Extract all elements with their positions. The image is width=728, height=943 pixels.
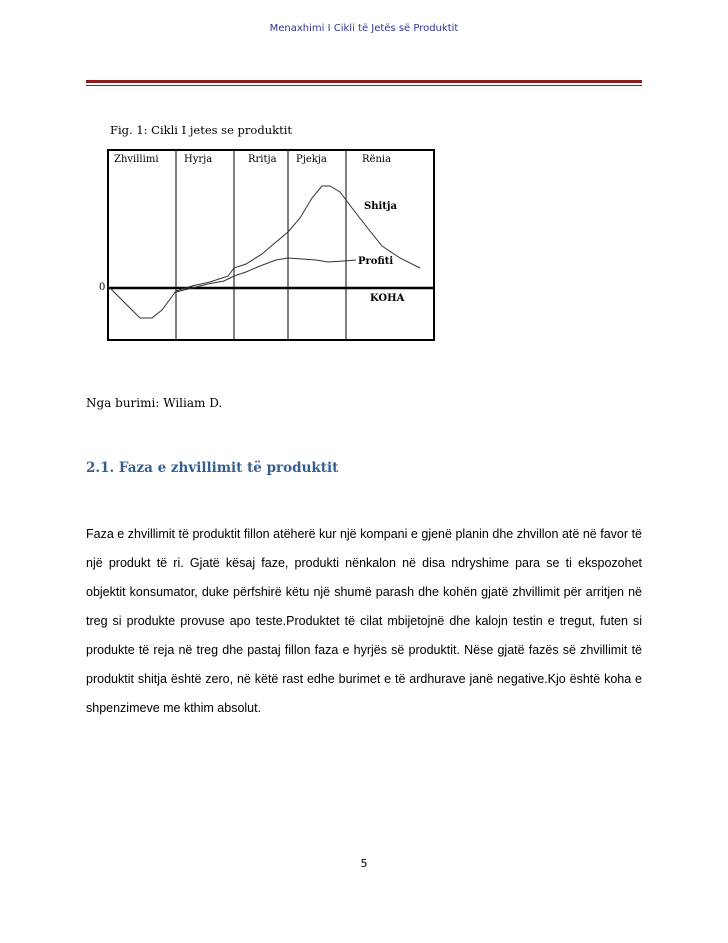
header-rule — [86, 80, 642, 83]
page-header-title: Menaxhimi I Cikli të Jetës së Produktit — [269, 23, 459, 34]
phase-label-renia: Rënia — [362, 154, 392, 165]
page-number: 5 — [360, 857, 368, 870]
product-life-cycle-figure — [100, 118, 440, 343]
figure-source: Nga burimi: Wiliam D. — [86, 396, 223, 410]
paragraph: Faza e zhvillimit të produktit fillon atëherë kur një kompani e gjenë planin dhe zhvillon atë në favor të një produkt të ri. Gjatë kësaj faze, produkti nënkalon në disa ndryshime para se ti ekspozohet objektit konsumator, duke përfshirë këtu një shumë parash dhe kohën gjatë zhvillimit për arritjen në treg si produkte provuse apo teste.Produktet të cilat mbijetojnë dhe kalojn testin e tregut, futen si produkte të reja në treg dhe pastaj fillon faza e hyrjës së produktit. Nëse gjatë fazës së zhvillimit të produktit shitja është zero, në këtë rast edhe burimet e të ardhurave janë negative.Kjo është koha e shpenzimeve me kthim absolut. — [86, 527, 642, 715]
section-heading: 2.1. Faza e zhvillimit të produktit — [86, 460, 339, 476]
phase-label-hyrja: Hyrja — [184, 154, 213, 165]
phase-label-rritja: Rritja — [248, 154, 277, 165]
header-rule-thin — [86, 85, 642, 86]
time-axis-label: KOHA — [370, 293, 405, 304]
sales-label: Shitja — [364, 201, 398, 212]
body-text — [86, 520, 642, 723]
zero-label: 0 — [99, 282, 106, 293]
phase-label-pjekja: Pjekja — [296, 154, 327, 165]
profit-label: Profiti — [358, 256, 394, 267]
figure-caption: Fig. 1: Cikli I jetes se produktit — [110, 123, 292, 137]
phase-label-zhvillimi: Zhvillimi — [114, 154, 159, 165]
